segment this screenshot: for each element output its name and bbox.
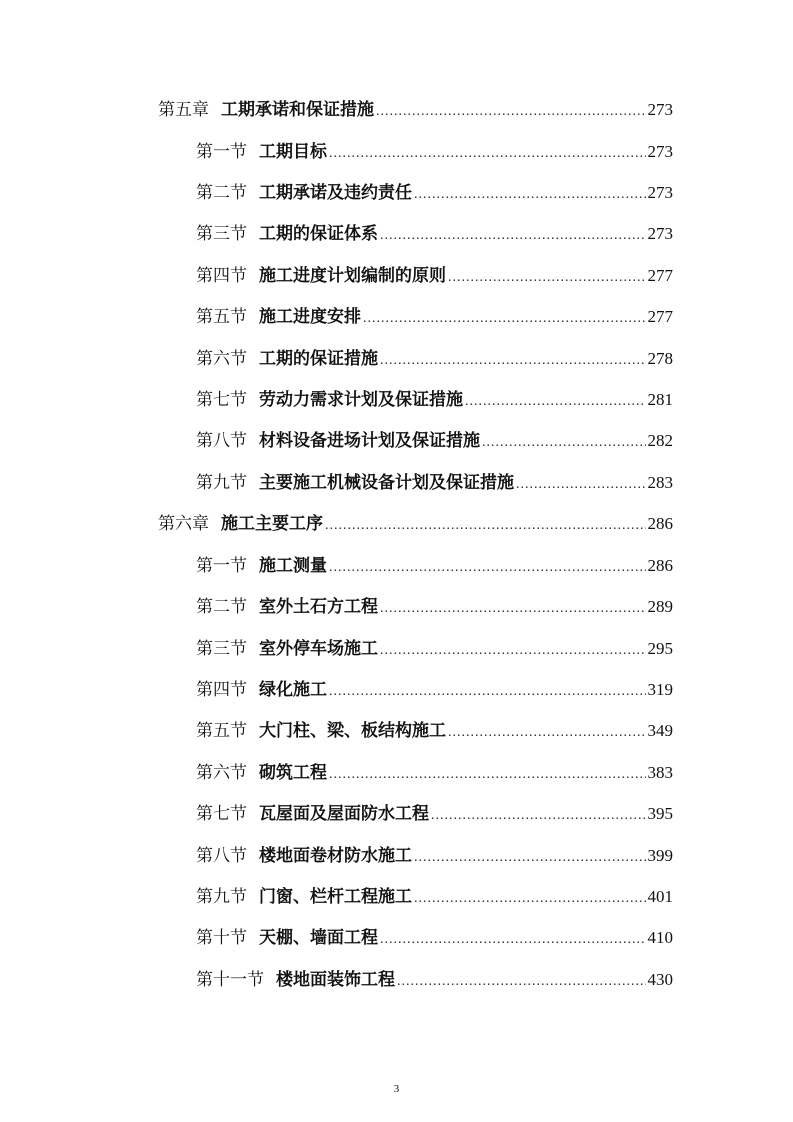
toc-entry-number: 第八节 bbox=[196, 846, 247, 866]
toc-entry[interactable] bbox=[196, 635, 673, 663]
toc-entry-number: 第十节 bbox=[196, 928, 247, 948]
toc-leader-dots bbox=[397, 968, 646, 996]
toc-entry-number: 第三节 bbox=[196, 639, 247, 659]
toc-entry-number: 第九节 bbox=[196, 887, 247, 907]
toc-entry[interactable] bbox=[196, 842, 673, 870]
toc-leader-dots bbox=[376, 98, 646, 126]
toc-entry-number: 第五节 bbox=[196, 721, 247, 741]
page-number: 3 bbox=[393, 1083, 400, 1095]
toc-entry-page: 277 bbox=[647, 266, 673, 285]
toc-entry-page: 410 bbox=[647, 928, 673, 947]
toc-entry-title: 室外土石方工程 bbox=[259, 597, 378, 617]
toc-entry-page: 289 bbox=[647, 597, 673, 616]
toc-entry-title: 天棚、墙面工程 bbox=[259, 928, 378, 948]
toc-entry-title: 绿化施工 bbox=[259, 680, 327, 700]
toc-entry-number: 第四节 bbox=[196, 266, 247, 286]
toc-entry[interactable] bbox=[196, 552, 673, 580]
toc-entry[interactable] bbox=[196, 138, 673, 166]
toc-entry-number: 第六章 bbox=[158, 514, 209, 534]
toc-entry-page: 277 bbox=[647, 307, 673, 326]
toc-entry[interactable] bbox=[196, 427, 673, 455]
toc-entry[interactable] bbox=[158, 510, 673, 538]
toc-entry-page: 399 bbox=[647, 846, 673, 865]
toc-entry-page: 349 bbox=[647, 721, 673, 740]
toc-entry-number: 第八节 bbox=[196, 431, 247, 451]
toc-entry[interactable] bbox=[196, 883, 673, 911]
toc-entry[interactable] bbox=[196, 469, 673, 497]
toc-entry[interactable] bbox=[196, 303, 673, 331]
toc-leader-dots bbox=[482, 429, 646, 457]
toc-entry-title: 工期承诺和保证措施 bbox=[221, 100, 374, 120]
toc-entry[interactable] bbox=[196, 800, 673, 828]
toc-entry[interactable] bbox=[196, 924, 673, 952]
toc-entry-page: 383 bbox=[647, 763, 673, 782]
toc-entry-page: 273 bbox=[647, 183, 673, 202]
toc-entry-title: 施工进度安排 bbox=[259, 307, 361, 327]
toc-entry-page: 273 bbox=[647, 100, 673, 119]
toc-entry-number: 第一节 bbox=[196, 142, 247, 162]
toc-entry-page: 319 bbox=[647, 680, 673, 699]
toc-entry-title: 材料设备进场计划及保证措施 bbox=[259, 431, 480, 451]
toc-entry-title: 工期的保证体系 bbox=[259, 224, 378, 244]
toc-entry[interactable] bbox=[196, 386, 673, 414]
toc-entry-number: 第九节 bbox=[196, 473, 247, 493]
toc-entry[interactable] bbox=[196, 345, 673, 373]
toc-entry-page: 273 bbox=[647, 142, 673, 161]
toc-entry-number: 第六节 bbox=[196, 349, 247, 369]
toc-entry-page: 273 bbox=[647, 224, 673, 243]
toc-entry-number: 第七节 bbox=[196, 804, 247, 824]
toc-entry-page: 395 bbox=[647, 804, 673, 823]
toc-entry-page: 278 bbox=[647, 349, 673, 368]
toc-entry[interactable] bbox=[196, 759, 673, 787]
toc-leader-dots bbox=[380, 926, 646, 954]
toc-entry-title: 工期的保证措施 bbox=[259, 349, 378, 369]
toc-leader-dots bbox=[329, 140, 646, 168]
toc-entry-number: 第六节 bbox=[196, 763, 247, 783]
toc-entry-title: 楼地面卷材防水施工 bbox=[259, 846, 412, 866]
toc-leader-dots bbox=[414, 181, 646, 209]
toc-entry-number: 第二节 bbox=[196, 183, 247, 203]
toc-entry[interactable] bbox=[196, 717, 673, 745]
toc-entry-title: 施工测量 bbox=[259, 556, 327, 576]
toc-entry-title: 门窗、栏杆工程施工 bbox=[259, 887, 412, 907]
toc-entry-number: 第四节 bbox=[196, 680, 247, 700]
toc-entry[interactable] bbox=[196, 593, 673, 621]
toc-entry[interactable] bbox=[158, 96, 673, 124]
toc-leader-dots bbox=[516, 471, 646, 499]
toc-entry-title: 砌筑工程 bbox=[259, 763, 327, 783]
toc-leader-dots bbox=[380, 595, 646, 623]
toc-leader-dots bbox=[431, 802, 646, 830]
toc-entry[interactable] bbox=[196, 262, 673, 290]
toc-entry-page: 283 bbox=[647, 473, 673, 492]
toc-entry[interactable] bbox=[196, 966, 673, 994]
toc-entry[interactable] bbox=[196, 676, 673, 704]
toc-leader-dots bbox=[329, 678, 646, 706]
toc-entry-page: 281 bbox=[647, 390, 673, 409]
toc-entry-number: 第三节 bbox=[196, 224, 247, 244]
toc-entry-number: 第二节 bbox=[196, 597, 247, 617]
toc-leader-dots bbox=[325, 512, 646, 540]
toc-entry-page: 401 bbox=[647, 887, 673, 906]
toc-entry-page: 295 bbox=[647, 639, 673, 658]
toc-entry-title: 楼地面装饰工程 bbox=[276, 970, 395, 990]
toc-leader-dots bbox=[448, 264, 646, 292]
toc-entry-title: 室外停车场施工 bbox=[259, 639, 378, 659]
toc-entry-title: 瓦屋面及屋面防水工程 bbox=[259, 804, 429, 824]
toc-entry-title: 施工主要工序 bbox=[221, 514, 323, 534]
toc-entry-page: 286 bbox=[647, 556, 673, 575]
toc-entry-page: 286 bbox=[647, 514, 673, 533]
toc-leader-dots bbox=[329, 554, 646, 582]
toc-entry-title: 主要施工机械设备计划及保证措施 bbox=[259, 473, 514, 493]
toc-entry[interactable] bbox=[196, 179, 673, 207]
toc-entry-title: 施工进度计划编制的原则 bbox=[259, 266, 446, 286]
toc-entry-number: 第五章 bbox=[158, 100, 209, 120]
toc-entry-page: 430 bbox=[647, 970, 673, 989]
toc-entry-number: 第七节 bbox=[196, 390, 247, 410]
toc-entry[interactable] bbox=[196, 220, 673, 248]
toc-entry-title: 大门柱、梁、板结构施工 bbox=[259, 721, 446, 741]
toc-entry-title: 工期承诺及违约责任 bbox=[259, 183, 412, 203]
toc-entry-title: 劳动力需求计划及保证措施 bbox=[259, 390, 463, 410]
toc-leader-dots bbox=[380, 347, 646, 375]
toc-leader-dots bbox=[448, 719, 646, 747]
toc-leader-dots bbox=[465, 388, 646, 416]
toc-leader-dots bbox=[363, 305, 646, 333]
toc-entry-number: 第十一节 bbox=[196, 970, 264, 990]
toc-entry-number: 第一节 bbox=[196, 556, 247, 576]
toc-entry-title: 工期目标 bbox=[259, 142, 327, 162]
toc-entry-page: 282 bbox=[647, 431, 673, 450]
toc-leader-dots bbox=[380, 222, 646, 250]
toc-entry-number: 第五节 bbox=[196, 307, 247, 327]
toc-leader-dots bbox=[414, 844, 646, 872]
toc-leader-dots bbox=[380, 637, 646, 665]
toc-leader-dots bbox=[329, 761, 646, 789]
toc-leader-dots bbox=[414, 885, 646, 913]
